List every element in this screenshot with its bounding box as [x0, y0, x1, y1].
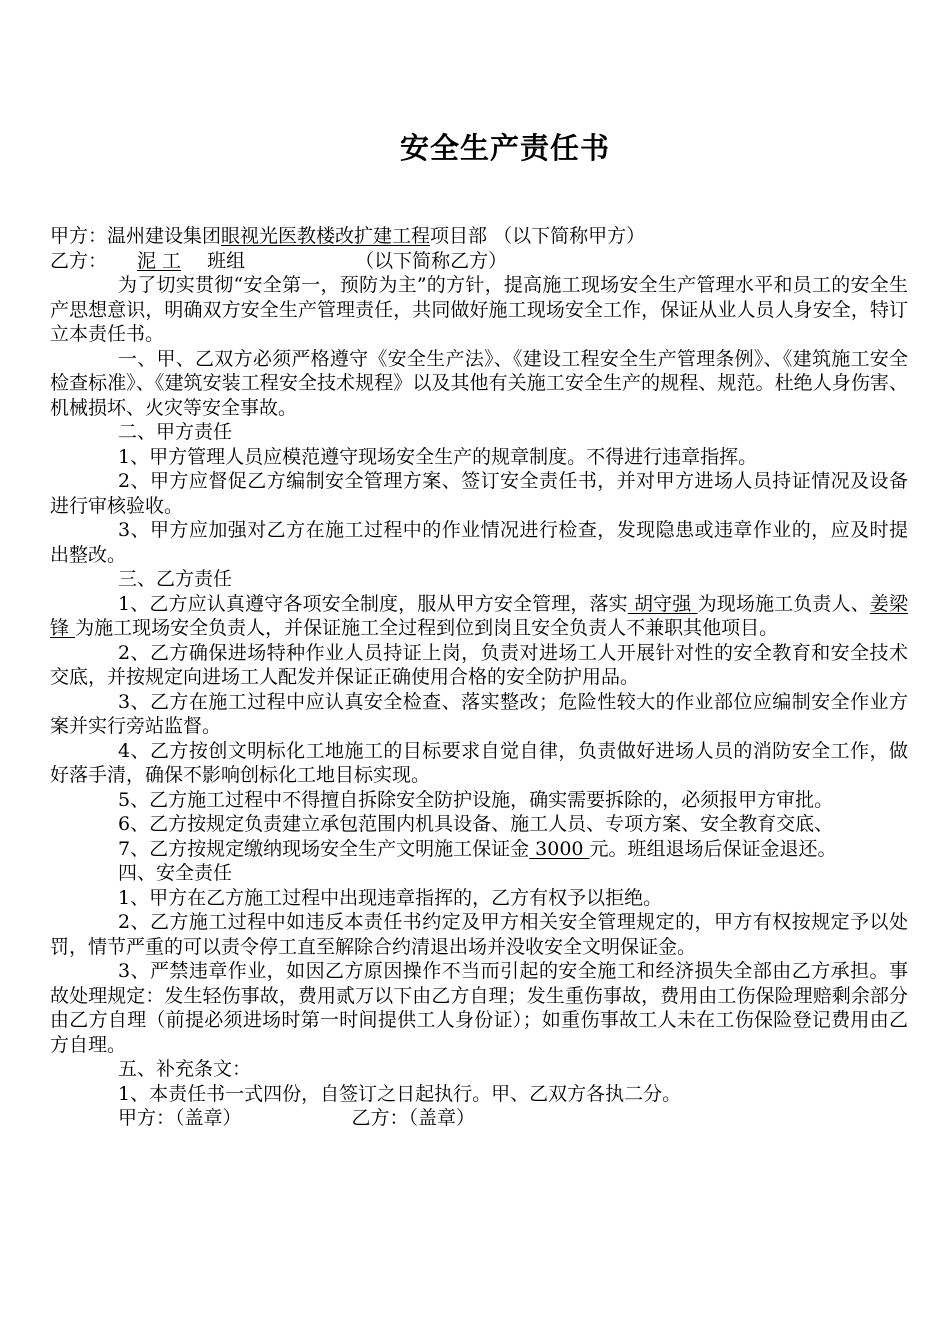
party-a-suffix: 项目部 （以下简称甲方）	[430, 225, 646, 247]
deposit-amount-blank	[529, 838, 589, 860]
document-body	[50, 224, 908, 1131]
party-a-line	[50, 224, 908, 249]
section-3-item: 4、乙方按创文明标化工地施工的目标要求自觉自律，负责做好进场人员的消防安全工作，做好落手清，确保不影响创标化工地目标实现。	[50, 739, 908, 786]
item-1-text-b: 为现场施工负责人、	[697, 592, 870, 615]
section-4-heading: 四、安全责任	[118, 862, 233, 884]
section-3-item: 2、乙方确保进场特种作业人员持证上岗，负责对进场工人开展针对性的安全教育和安全技术交底，并按规定向进场工人配发并保证正确使用合格的安全防护用品。	[50, 641, 908, 688]
section-5-item: 1、本责任书一式四份，自签订之日起执行。甲、乙双方各执二分。	[118, 1082, 682, 1105]
document-title: 安全生产责任书	[399, 131, 610, 165]
section-3-heading: 三、乙方责任	[118, 568, 233, 590]
section-2-heading: 二、甲方责任	[118, 421, 233, 443]
signature-line	[50, 1106, 908, 1131]
team-name: 泥 工	[137, 249, 182, 272]
section-2-item: 2、甲方应督促乙方编制安全管理方案、签订安全责任书，并对甲方进场人员持证情况及设备进行审核验收。	[50, 470, 908, 517]
party-b-alias: （以下简称乙方）	[355, 249, 508, 272]
section-3-item: 3、乙方在施工过程中应认真安全检查、落实整改；危险性较大的作业部位应编制安全作业方案并实行旁站监督。	[50, 690, 908, 737]
deposit-amount: 3000	[535, 837, 584, 860]
section-2-item: 3、甲方应加强对乙方在施工过程中的作业情况进行检查，发现隐患或违章作业的，应及时提出整改。	[50, 519, 908, 566]
section-1: 一、甲、乙双方必须严格遵守《安全生产法》、《建设工程安全生产管理条例》、《建筑施工安全检查标准》、《建筑安装工程安全技术规程》以及其他有关施工安全生产的规程、规范。杜绝人身伤害、机械损坏、火灾等安全事故。	[50, 347, 908, 419]
section-3-item: 6、乙方按规定负责建立承包范围内机具设备、施工人员、专项方案、安全教育交底、	[118, 813, 834, 835]
site-manager-blank	[628, 593, 698, 615]
team-name-blank	[107, 250, 201, 272]
section-4-item: 2、乙方施工过程中如违反本责任书约定及甲方相关安全管理规定的，甲方有权按规定予以处罚，情节严重的可以责令停工直至解除合约清退出场并没收安全文明保证金。	[50, 911, 908, 958]
section-5-heading: 五、补充条文：	[118, 1058, 252, 1080]
party-a-prefix: 甲方：温州建设集团	[50, 225, 222, 247]
item-7-text-a: 7、乙方按规定缴纳现场安全生产文明施工保证金	[118, 837, 530, 860]
section-3-item-1	[50, 592, 908, 641]
item-1-text-c: 为施工现场安全负责人，并保证施工全过程到位到岗且安全负责人不兼职其他项目。	[75, 617, 779, 639]
section-2-item: 1、甲方管理人员应模范遵守现场安全生产的规章制度。不得进行违章指挥。	[118, 445, 758, 468]
section-3-item-7	[50, 837, 908, 862]
section-4-item: 1、甲方在乙方施工过程中出现违章指挥的，乙方有权予以拒绝。	[118, 886, 663, 909]
section-4-item: 3、严禁违章作业，如因乙方原因操作不当而引起的安全施工和经济损失全部由乙方承担。事故处理规定：发生轻伤事故，费用贰万以下由乙方自理；发生重伤事故，费用由工伤保险理赔剩余部分由乙方自理（前提必须进场时第一时间提供工人身份证）；如重伤事故工人未在工伤保险登记费用由乙方自理。	[50, 960, 908, 1056]
party-a-seal: 甲方：（盖章）	[118, 1107, 242, 1129]
site-manager-name: 胡守强	[633, 592, 692, 615]
intro-paragraph: 为了切实贯彻“安全第一，预防为主”的方针，提高施工现场安全生产管理水平和员工的安全生产思想意识，明确双方安全生产管理责任，共同做好施工现场安全工作，保证从业人员人身安全，特订立本责任书。	[50, 274, 908, 345]
item-7-text-b: 元。班组退场后保证金退还。	[589, 837, 837, 860]
party-b-seal: 乙方：（盖章）	[351, 1107, 476, 1129]
team-suffix: 班组	[207, 249, 246, 272]
project-name: 眼视光医教楼改扩建工程	[221, 225, 431, 247]
party-b-prefix: 乙方：	[50, 249, 108, 272]
safety-officer-name: 姜梁锋	[50, 592, 908, 639]
item-1-text-a: 1、乙方应认真遵守各项安全制度，服从甲方安全管理，落实	[118, 592, 628, 615]
party-b-line	[50, 249, 908, 274]
section-3-item: 5、乙方施工过程中不得擅自拆除安全防护设施，确实需要拆除的，必须报甲方审批。	[118, 788, 834, 811]
